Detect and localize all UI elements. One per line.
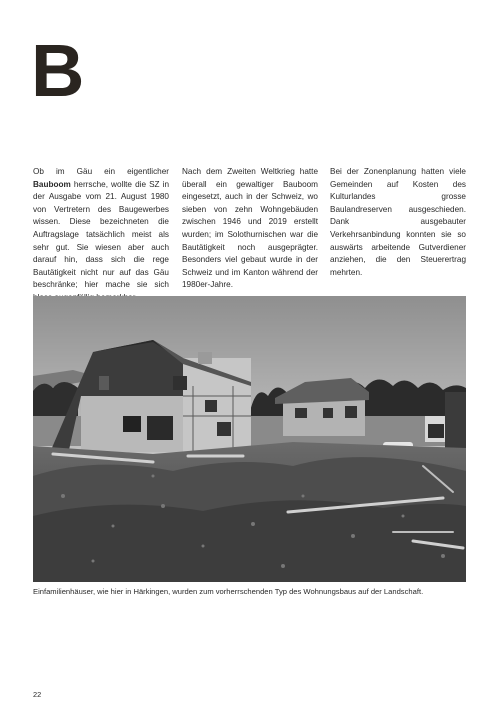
page-number: 22 bbox=[33, 690, 42, 699]
col3-text: Bei der Zonenplanung hatten viele Gemeinden auf Kosten des Kulturlandes grosse Baulandreserven ausgeschieden. Dank ausgebauter Verkehrsanbindung konnten sie so auswärts arbeitende Gutverdiener anziehen, die den Steuerertrag mehrten. bbox=[330, 167, 466, 277]
photo-caption: Einfamilienhäuser, wie hier in Härkingen, wurden zum vorherrschenden Typ des Wohnungsbaus auf der Landschaft. bbox=[33, 587, 424, 596]
col1-lead: Ob im Gäu ein eigentlicher bbox=[33, 167, 169, 176]
col1-rest: herrsche, wollte die SZ in der Ausgabe vom 21. August 1980 von Vertretern des Baugewerbes wissen. Diese bezeichneten die Auftragslage tatsächlich meist als sehr gut. Sie wiesen aber auch darauf hin, dass sich die rege Bautätigkeit nicht nur auf das Gäu beschränke; hier mache sie sich bbox=[33, 179, 169, 290]
col1-bold-term: Bauboom bbox=[33, 179, 71, 189]
text-column-2 bbox=[182, 166, 318, 292]
text-column-3 bbox=[330, 166, 466, 279]
photo-houses-haerkingen bbox=[33, 296, 466, 582]
drop-letter: B bbox=[31, 29, 84, 112]
text-column-1 bbox=[33, 166, 169, 305]
col2-text: Nach dem Zweiten Weltkrieg hatte überall ein gewaltiger Bauboom eingesetzt, auch in der Schweiz, wo sieben von zehn Wohngebäuden zwischen 1946 und 2019 erstellt wurden; im Solothurnischen war die Bautätigkeit noch ausgeprägter. Besonders viel gebaut wurde in der Schweiz und im Kanton während der 1980er-Jahre. bbox=[182, 167, 318, 290]
